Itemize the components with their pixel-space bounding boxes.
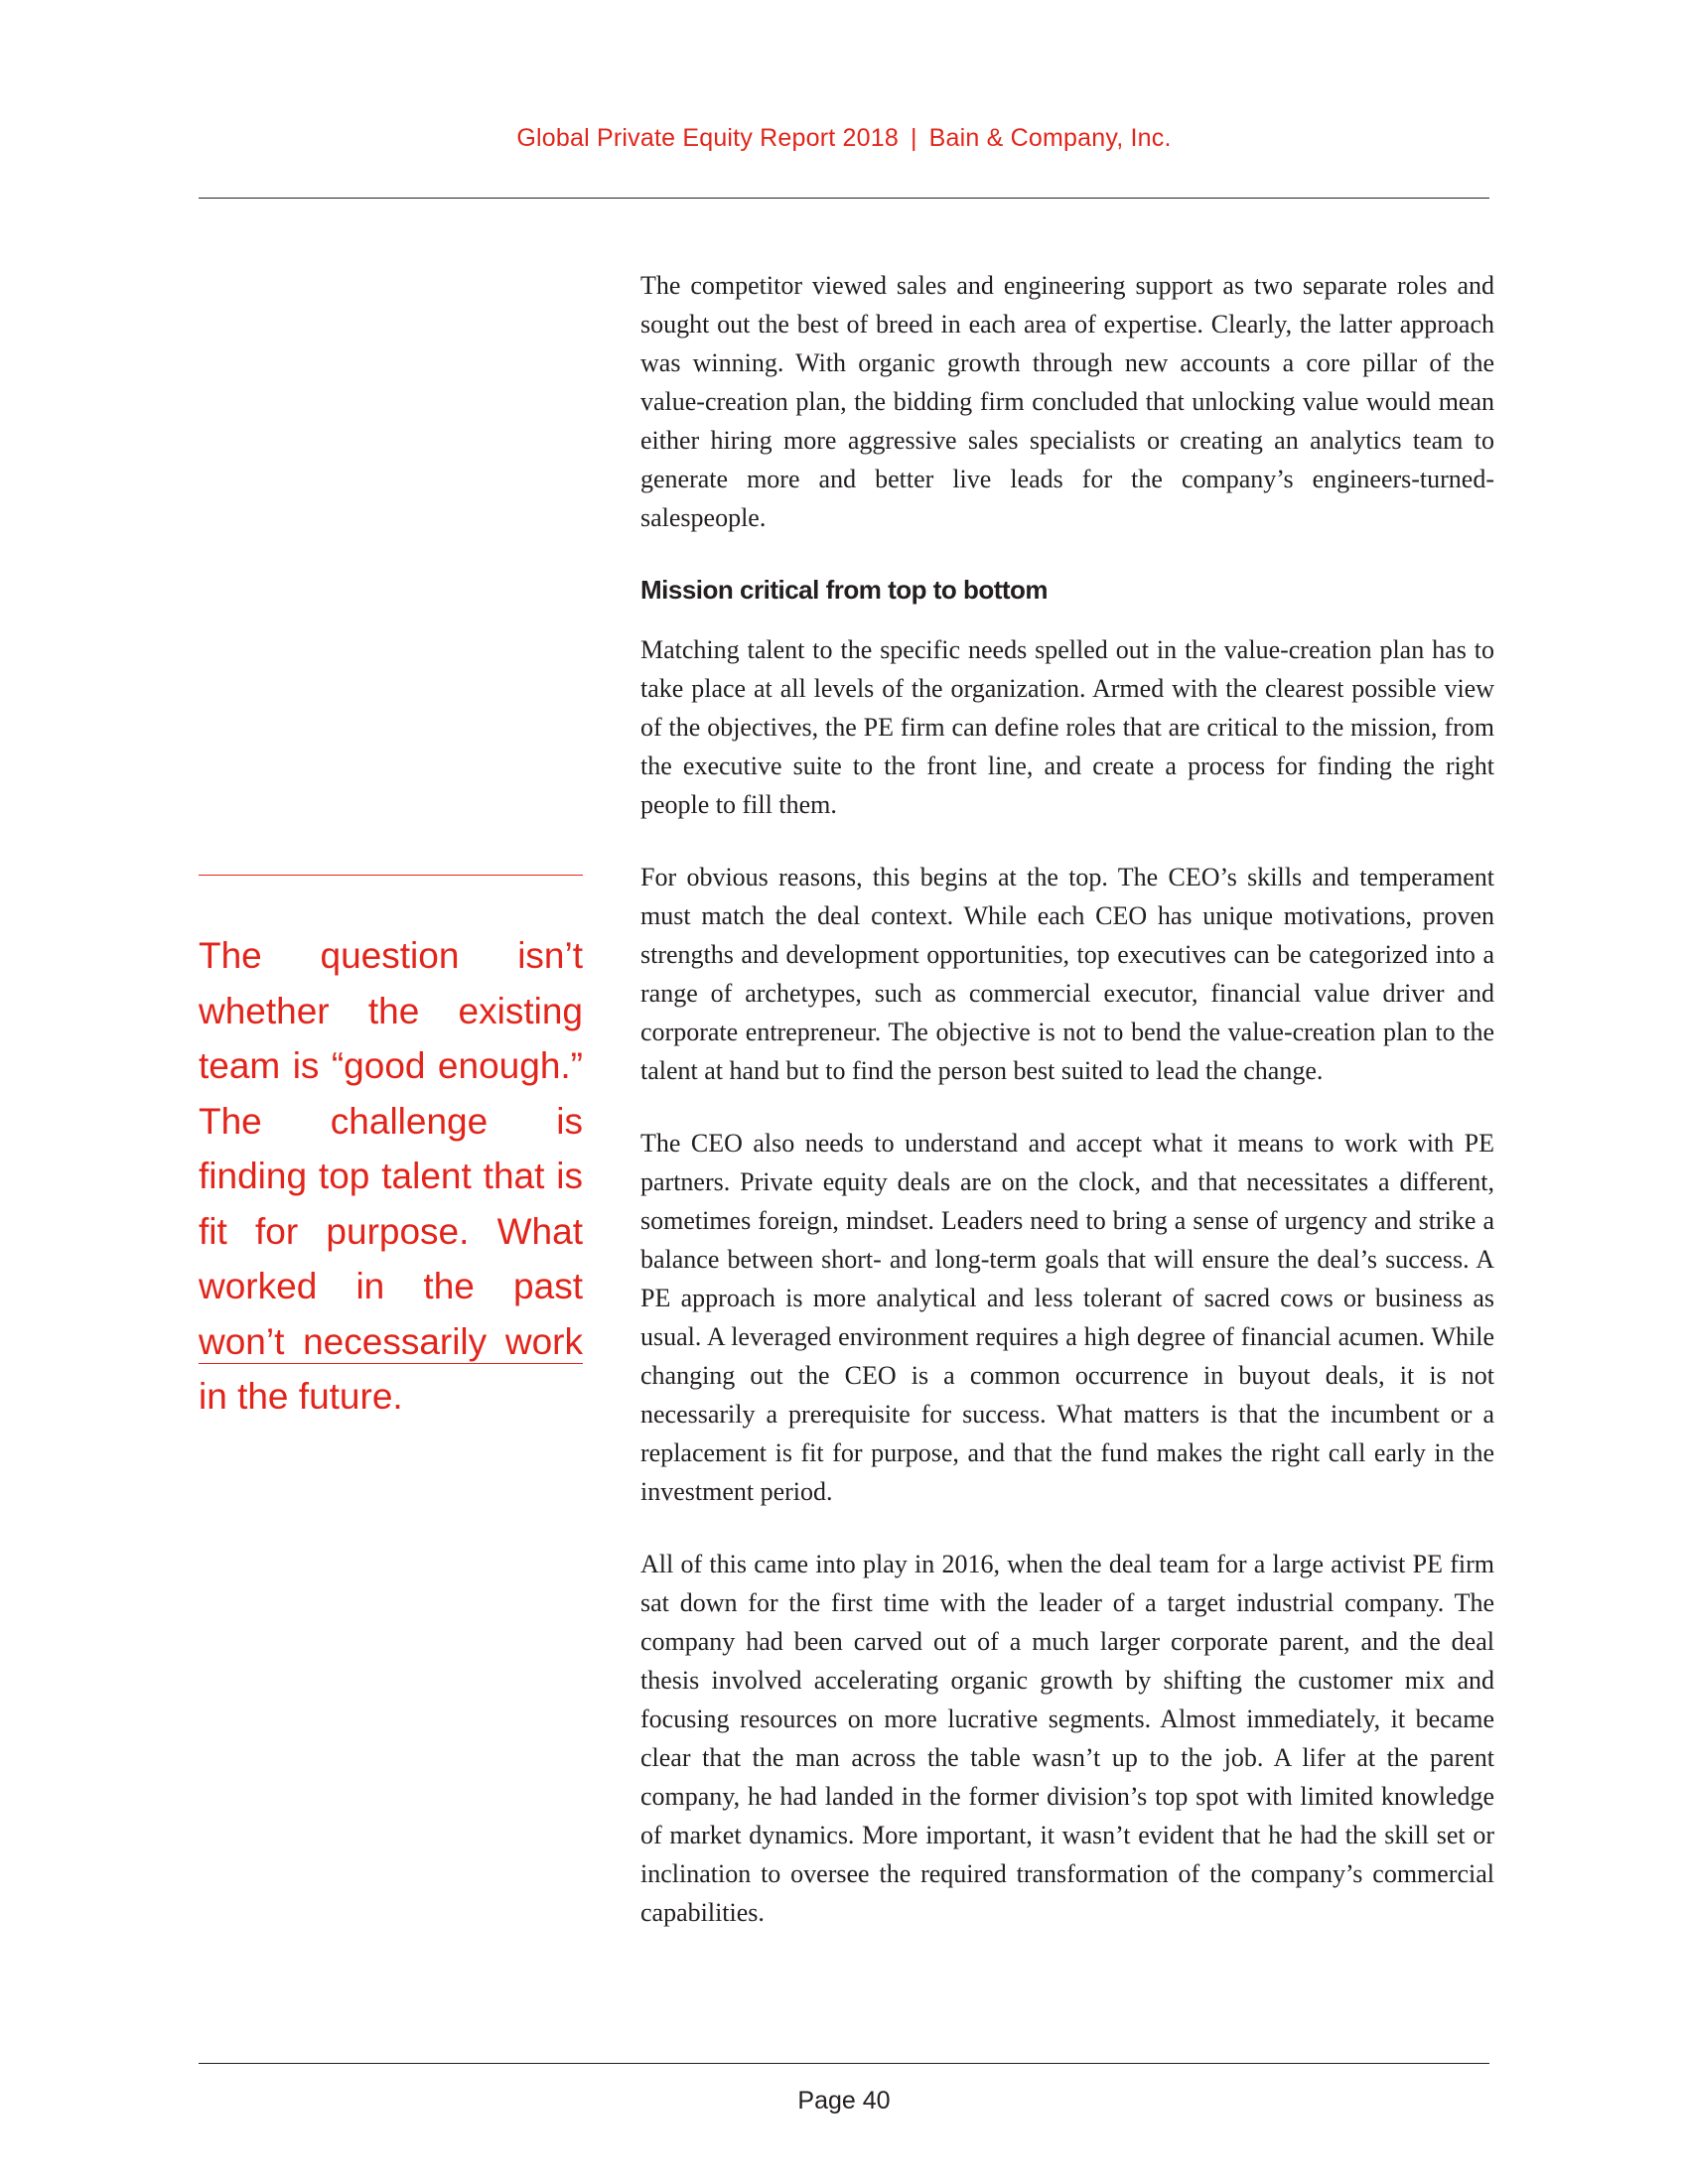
body-paragraph-2: Matching talent to the specific needs spelled out in the value-creation plan has to take place at all levels of the organization. Armed with the clearest possible view of the objectives, the PE firm can define roles that are critical to the mission, from the executive suite to the front line, and create a process for finding the right people to fill them.: [640, 635, 1494, 819]
report-title: Global Private Equity Report 2018: [516, 124, 899, 152]
body-paragraph-3: For obvious reasons, this begins at the top. The CEO’s skills and temperament must match the deal context. While each CEO has unique motivations, proven strengths and development opportunities, top executives can be categorized into a range of archetypes, such as commercial executor, financial value driver and corporate entrepreneur. The objective is not to bend the value-creation plan to the talent at hand but to find the person best suited to lead the change.: [640, 863, 1494, 1085]
page-number: Page 40: [797, 2087, 891, 2115]
body-column: [640, 266, 1494, 1966]
pullquote-top-divider: [199, 875, 583, 876]
pullquote: The question isn’t whether the existing team is “good enough.” The challenge is finding top talent that is fit for purpose. What worked in the past won’t necessarily work in the future.: [199, 935, 583, 1417]
pullquote-bottom-divider: [199, 1363, 583, 1364]
section-heading: Mission critical from top to bottom: [640, 575, 1049, 605]
body-paragraph-4: The CEO also needs to understand and accept what it means to work with PE partners. Private equity deals are on the clock, and that necessitates a different, sometimes foreign, mindset. Leaders need to bring a sense of urgency and strike a balance between short- and long-term goals that will ensure the deal’s success. A PE approach is more analytical and less tolerant of sacred cows or business as usual. A leveraged environment requires a high degree of financial acumen. While changing out the CEO is a common occurrence in buyout deals, it is not necessarily a prerequisite for success. What matters is that the incumbent or a replacement is fit for purpose, and that the fund makes the right call early in the investment period.: [640, 1129, 1494, 1506]
body-paragraph-1: The competitor viewed sales and engineering support as two separate roles and sought out the best of breed in each area of expertise. Clearly, the latter approach was winning. With organic growth through new accounts a core pillar of the value-creation plan, the bidding firm concluded that unlocking value would mean either hiring more aggressive sales specialists or creating an analytics team to generate more and better live leads for the company’s engineers-turned-salespeople.: [640, 271, 1494, 532]
company-name: Bain & Company, Inc.: [928, 124, 1172, 152]
body-paragraph-5: All of this came into play in 2016, when the deal team for a large activist PE firm sat down for the first time with the leader of a target industrial company. The company had been carved out of a much larger corporate parent, and the deal thesis involved accelerating organic growth by shifting the customer mix and focusing resources on more lucrative segments. Almost immediately, it became clear that the man across the table wasn’t up to the job. A lifer at the parent company, he had landed in the former division’s top spot with limited knowledge of market dynamics. More important, it wasn’t evident that he had the skill set or inclination to oversee the required transformation of the company’s commercial capabilities.: [640, 1550, 1494, 1927]
running-header: [0, 124, 1688, 153]
footer-divider: [199, 2063, 1489, 2064]
header-separator: |: [910, 124, 917, 152]
header-divider: [199, 198, 1489, 199]
